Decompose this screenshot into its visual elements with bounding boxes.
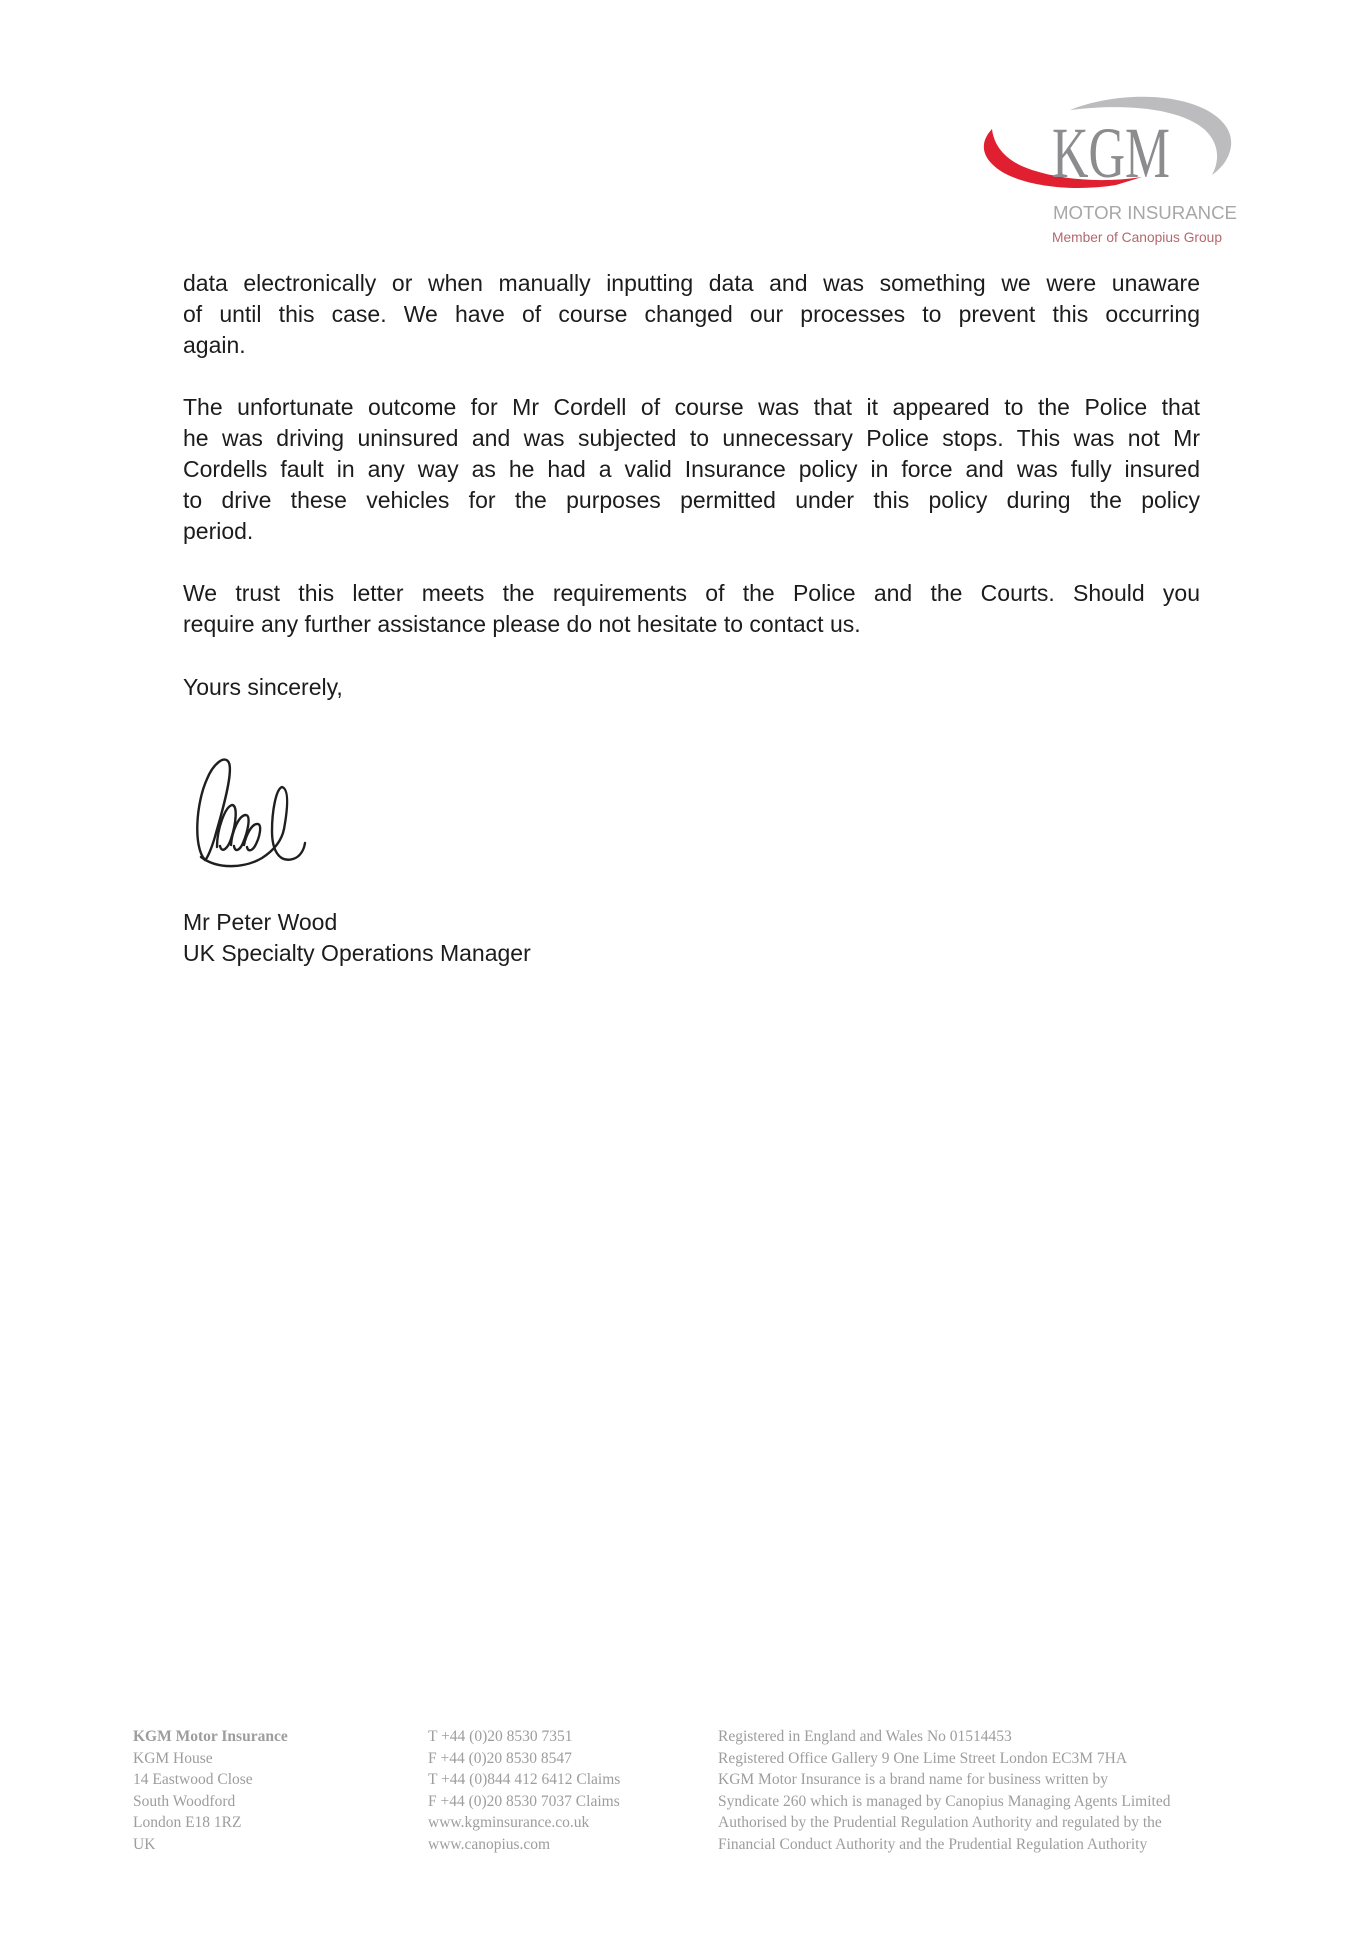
letter-line: Cordells fault in any way as he had a valid Insurance policy in force and was fully insured <box>183 456 1200 482</box>
letter-line: require any further assistance please do not hesitate to contact us. <box>183 611 861 637</box>
footer-line: T +44 (0)844 412 6412 Claims <box>428 1771 621 1788</box>
logo-brand-text: KGM <box>1052 113 1170 193</box>
logo-tagline-text: MOTOR INSURANCE <box>1053 203 1237 223</box>
signature-stroke <box>244 824 260 850</box>
footer-line: KGM House <box>133 1749 213 1767</box>
footer-line: Authorised by the Prudential Regulation Authority and regulated by the <box>718 1814 1162 1831</box>
signature-stroke <box>217 805 236 850</box>
signature-stroke <box>231 815 249 850</box>
letter-line: We trust this letter meets the requirements of the Police and the Courts. Should you <box>183 580 1200 606</box>
footer-line: London E18 1RZ <box>133 1814 242 1831</box>
footer-line: 14 Eastwood Close <box>133 1771 253 1788</box>
footer-line: Syndicate 260 which is managed by Canopius Managing Agents Limited <box>718 1792 1171 1810</box>
letter-line: period. <box>183 518 254 544</box>
footer-line: Registered Office Gallery 9 One Lime Street London EC3M 7HA <box>718 1749 1128 1767</box>
footer-line: T +44 (0)20 8530 7351 <box>428 1728 573 1745</box>
footer-line: KGM Motor Insurance <box>133 1728 288 1745</box>
logo-membership-text: Member of Canopius Group <box>1052 229 1223 245</box>
letter-line: to drive these vehicles for the purposes permitted under this policy during the policy <box>183 487 1200 513</box>
signature-image <box>183 747 333 875</box>
letter-closing: Yours sincerely, <box>183 674 343 700</box>
letter-body <box>183 268 1200 969</box>
signatory-block <box>183 907 1200 969</box>
letter-line: he was driving uninsured and was subjected to unnecessary Police stops. This was not Mr <box>183 425 1200 451</box>
letter-line: again. <box>183 332 246 358</box>
footer-line: South Woodford <box>133 1792 236 1810</box>
footer-website-kgm: www.kgminsurance.co.uk <box>428 1814 590 1831</box>
letter-paragraph <box>183 268 1200 361</box>
footer-company-address <box>133 1726 413 1855</box>
footer-line: F +44 (0)20 8530 7037 Claims <box>428 1792 620 1810</box>
letter-line: data electronically or when manually inputting data and was something we were unaware <box>183 270 1200 296</box>
footer-contact-details <box>428 1726 708 1855</box>
footer-website-canopius: www.canopius.com <box>428 1835 551 1853</box>
footer-line: F +44 (0)20 8530 8547 <box>428 1749 572 1767</box>
signatory-title: UK Specialty Operations Manager <box>183 940 531 966</box>
signature-stroke <box>197 760 230 860</box>
footer-line: Financial Conduct Authority and the Prudential Regulation Authority <box>718 1835 1148 1853</box>
letter-line: of until this case. We have of course changed our processes to prevent this occurring <box>183 301 1200 327</box>
footer-line: UK <box>133 1835 156 1853</box>
letter-paragraph <box>183 578 1200 640</box>
kgm-logo <box>975 85 1255 255</box>
letter-line: The unfortunate outcome for Mr Cordell of course was that it appeared to the Police that <box>183 394 1200 420</box>
signatory-name: Mr Peter Wood <box>183 909 338 935</box>
letter-paragraph <box>183 392 1200 547</box>
footer-line: Registered in England and Wales No 01514453 <box>718 1728 1012 1745</box>
footer-legal-info <box>718 1726 1278 1855</box>
footer-line: KGM Motor Insurance is a brand name for business written by <box>718 1771 1108 1788</box>
